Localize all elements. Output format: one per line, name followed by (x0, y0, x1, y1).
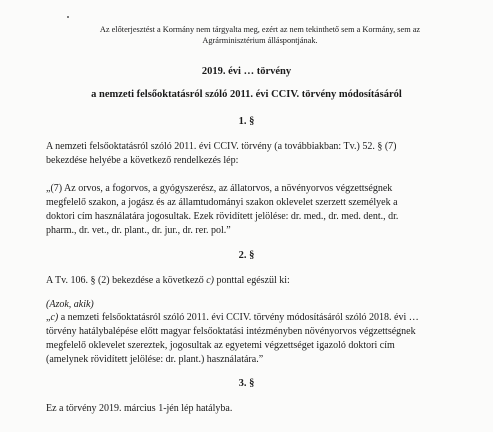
disclaimer-notice (60, 24, 460, 46)
section-2-quote-line-2: törvény hatálybalépése előtt magyar felsőoktatási intézményben növényorvos végzettségnek (46, 326, 416, 337)
disclaimer-line-2: Agrárminisztérium álláspontjának. (202, 36, 318, 45)
point-letter-c: c) (206, 275, 215, 286)
section-1-heading: 1. § (238, 116, 255, 127)
section-1-quote-line-2: megfelelő szakon, a jogász és az államtudományi szakon oklevelet szerzett személyek a (46, 197, 398, 208)
section-2-quote-line-3: megfelelő oklevelet szereztek, jogosultak az egyetemi végzettséget igazoló doktori cím (46, 340, 395, 351)
section-3-intro (46, 402, 486, 416)
law-title: 2019. évi … törvény (201, 66, 292, 77)
section-1-quote-line-3: doktori cím használatára jogosultak. Ezek rövidített jelölése: dr. med., dr. med. dent., dr. (46, 211, 399, 222)
section-1-intro (46, 140, 486, 168)
section-2-heading: 2. § (238, 250, 255, 261)
disclaimer-line-1: Az előterjesztést a Kormány nem tárgyalta meg, ezért az nem tekinthető sem a Kormány, sem az (99, 25, 421, 34)
section-1-intro-line-2: bekezdése helyébe a következő rendelkezés lép: (46, 155, 239, 166)
section-2-label: (Azok, akik) (46, 299, 94, 310)
section-2-quote-line-4: (amelynek rövidített jelölése: dr. plant.) használatára.” (46, 354, 264, 365)
section-3-intro-line-1: Ez a törvény 2019. március 1-jén lép hatályba. (46, 403, 233, 414)
section-1-quote (46, 182, 486, 238)
point-letter-c: c) (50, 312, 59, 323)
section-2-quote-line-1: „c) a nemzeti felsőoktatásról szóló 2011. évi CCIV. törvény módosításáról szóló 2018. évi … (46, 312, 419, 323)
section-1-intro-line-1: A nemzeti felsőoktatásról szóló 2011. évi CCIV. törvény (a továbbiakban: Tv.) 52. § (7) (46, 141, 397, 152)
section-2-intro-line-1: A Tv. 106. § (2) bekezdése a következő c) ponttal egészül ki: (46, 275, 290, 286)
scan-speck (67, 16, 69, 18)
section-1-quote-line-1: „(7) Az orvos, a fogorvos, a gyógyszerész, az állatorvos, a növényorvos végzettségnek (46, 183, 393, 194)
law-subtitle: a nemzeti felsőoktatásról szóló 2011. évi CCIV. törvény módosításáról (91, 89, 402, 100)
section-3-heading: 3. § (238, 378, 255, 389)
section-1-quote-line-4: pharm., dr. vet., dr. plant., dr. jur., dr. rer. pol.” (46, 225, 231, 236)
section-2-quote (46, 311, 486, 367)
section-2-intro (46, 274, 486, 288)
